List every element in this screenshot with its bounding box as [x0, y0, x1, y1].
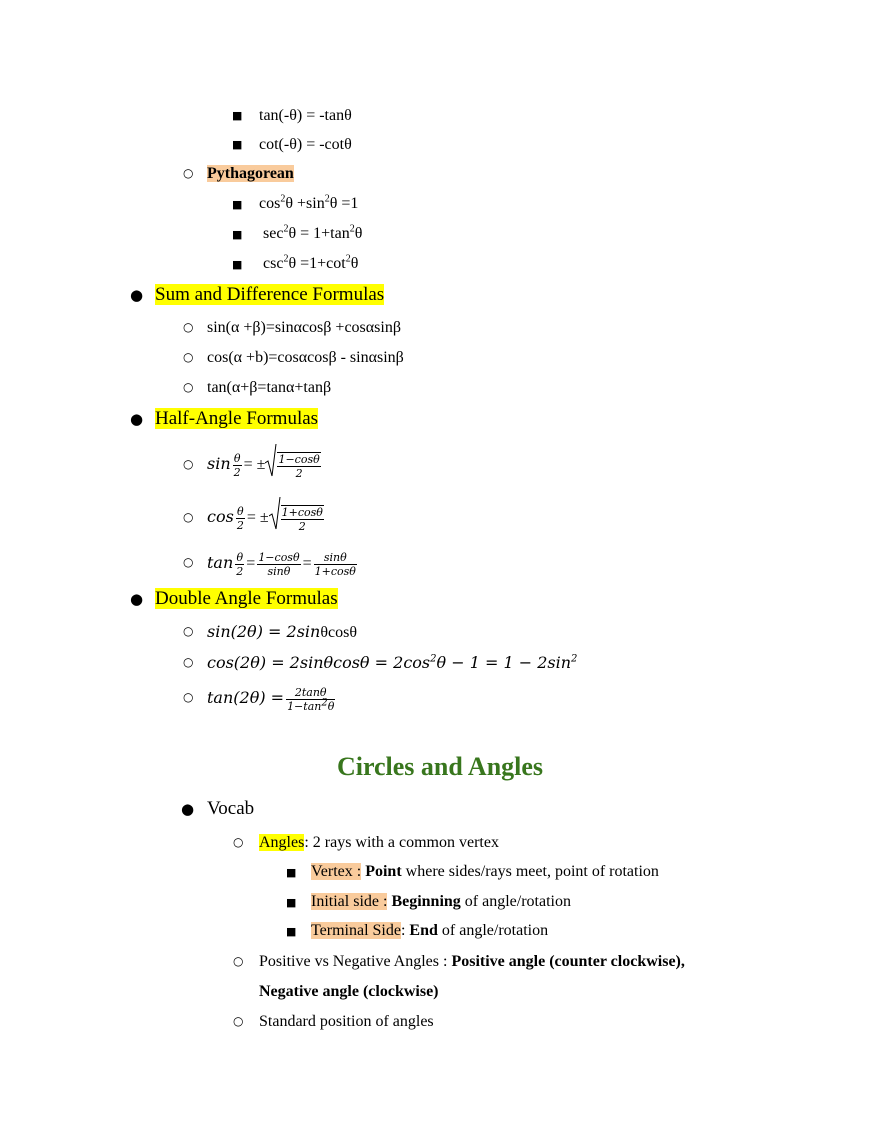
- circle-bullet-icon: ○: [183, 350, 194, 364]
- list-item: cot(-θ) = -cotθ: [259, 136, 352, 153]
- double-angle-cos: $\cos(2\theta) = 2\sin\theta\cos\theta = 2\cos^2\theta - 1 = 1 - 2\sin^2$: [207, 653, 578, 672]
- square-bullet-icon: ■: [232, 109, 243, 122]
- vocab-initial-side: Initial side : Beginning of angle/rotation: [311, 893, 571, 910]
- square-bullet-icon: ■: [232, 258, 243, 271]
- circle-bullet-icon: ○: [183, 380, 194, 394]
- square-bullet-icon: ■: [232, 198, 243, 211]
- square-bullet-icon: ■: [286, 866, 297, 879]
- square-bullet-icon: ■: [286, 925, 297, 938]
- list-item: tan(α+β=tanα+tanβ: [207, 379, 332, 396]
- square-bullet-icon: ■: [286, 896, 297, 909]
- vocab-angles: Angles: 2 rays with a common vertex: [259, 834, 499, 851]
- half-angle-sin: sin $\frac{\theta}{2}$ = ± $\frac{1-\cos\theta}{2}$: [207, 444, 323, 484]
- double-angle-sin: sin(2θ) = 2sinθcosθ: [207, 622, 357, 641]
- circle-bullet-icon: ○: [183, 624, 194, 638]
- page-title: Circles and Angles: [336, 752, 544, 781]
- list-item: tan(-θ) = -tanθ: [259, 107, 352, 124]
- list-item: sin(α +β)=sinαcosβ +cosαsinβ: [207, 319, 401, 336]
- vocab-label: Vocab: [207, 798, 255, 819]
- section-heading-sum-difference: Sum and Difference Formulas: [155, 284, 385, 305]
- double-angle-tan: tan(2θ) = $\frac{2\tan\theta}{1-\tan^2\theta}$: [207, 685, 335, 713]
- list-item: cos(α +b)=cosαcosβ - sinαsinβ: [207, 349, 404, 366]
- square-bullet-icon: ■: [232, 138, 243, 151]
- dot-bullet-icon: ●: [181, 800, 195, 818]
- circle-bullet-icon: ○: [183, 457, 194, 471]
- circle-bullet-icon: ○: [183, 510, 194, 524]
- dot-bullet-icon: ●: [130, 590, 144, 608]
- circle-bullet-icon: ○: [233, 1014, 244, 1028]
- pythagorean-identity-1: $\cos^2\theta +\sin^2\theta =1$: [259, 193, 359, 212]
- pythagorean-label: Pythagorean: [207, 165, 294, 182]
- vocab-vertex: Vertex : Point where sides/rays meet, point of rotation: [311, 863, 659, 880]
- square-bullet-icon: ■: [232, 228, 243, 241]
- circle-bullet-icon: ○: [183, 690, 194, 704]
- vocab-terminal-side: Terminal Side: End of angle/rotation: [311, 922, 549, 939]
- circle-bullet-icon: ○: [183, 655, 194, 669]
- circle-bullet-icon: ○: [183, 166, 194, 180]
- circle-bullet-icon: ○: [233, 835, 244, 849]
- vocab-standard-position: Standard position of angles: [259, 1013, 434, 1030]
- circle-bullet-icon: ○: [233, 954, 244, 968]
- dot-bullet-icon: ●: [130, 410, 144, 428]
- pythagorean-identity-3: $\csc^2\theta =1+\cot^2\theta$: [263, 253, 359, 272]
- half-angle-tan: tan $\frac{\theta}{2}$ = $\frac{1-\cos\theta}{\sin\theta}$ = $\frac{\sin\theta}{1+\cos\theta}$: [207, 550, 356, 578]
- dot-bullet-icon: ●: [130, 286, 144, 304]
- half-angle-cos: cos $\frac{\theta}{2}$ = ± $\frac{1+\cos\theta}{2}$: [207, 497, 326, 537]
- vocab-positive-negative: Positive vs Negative Angles : Positive angle (counter clockwise),: [259, 953, 685, 970]
- section-heading-double-angle: Double Angle Formulas: [155, 588, 338, 609]
- circle-bullet-icon: ○: [183, 320, 194, 334]
- vocab-positive-negative-cont: Negative angle (clockwise): [259, 983, 439, 1000]
- pythagorean-identity-2: $\sec^2\theta = 1+\tan^2\theta$: [263, 223, 363, 242]
- section-heading-half-angle: Half-Angle Formulas: [155, 408, 319, 429]
- circle-bullet-icon: ○: [183, 555, 194, 569]
